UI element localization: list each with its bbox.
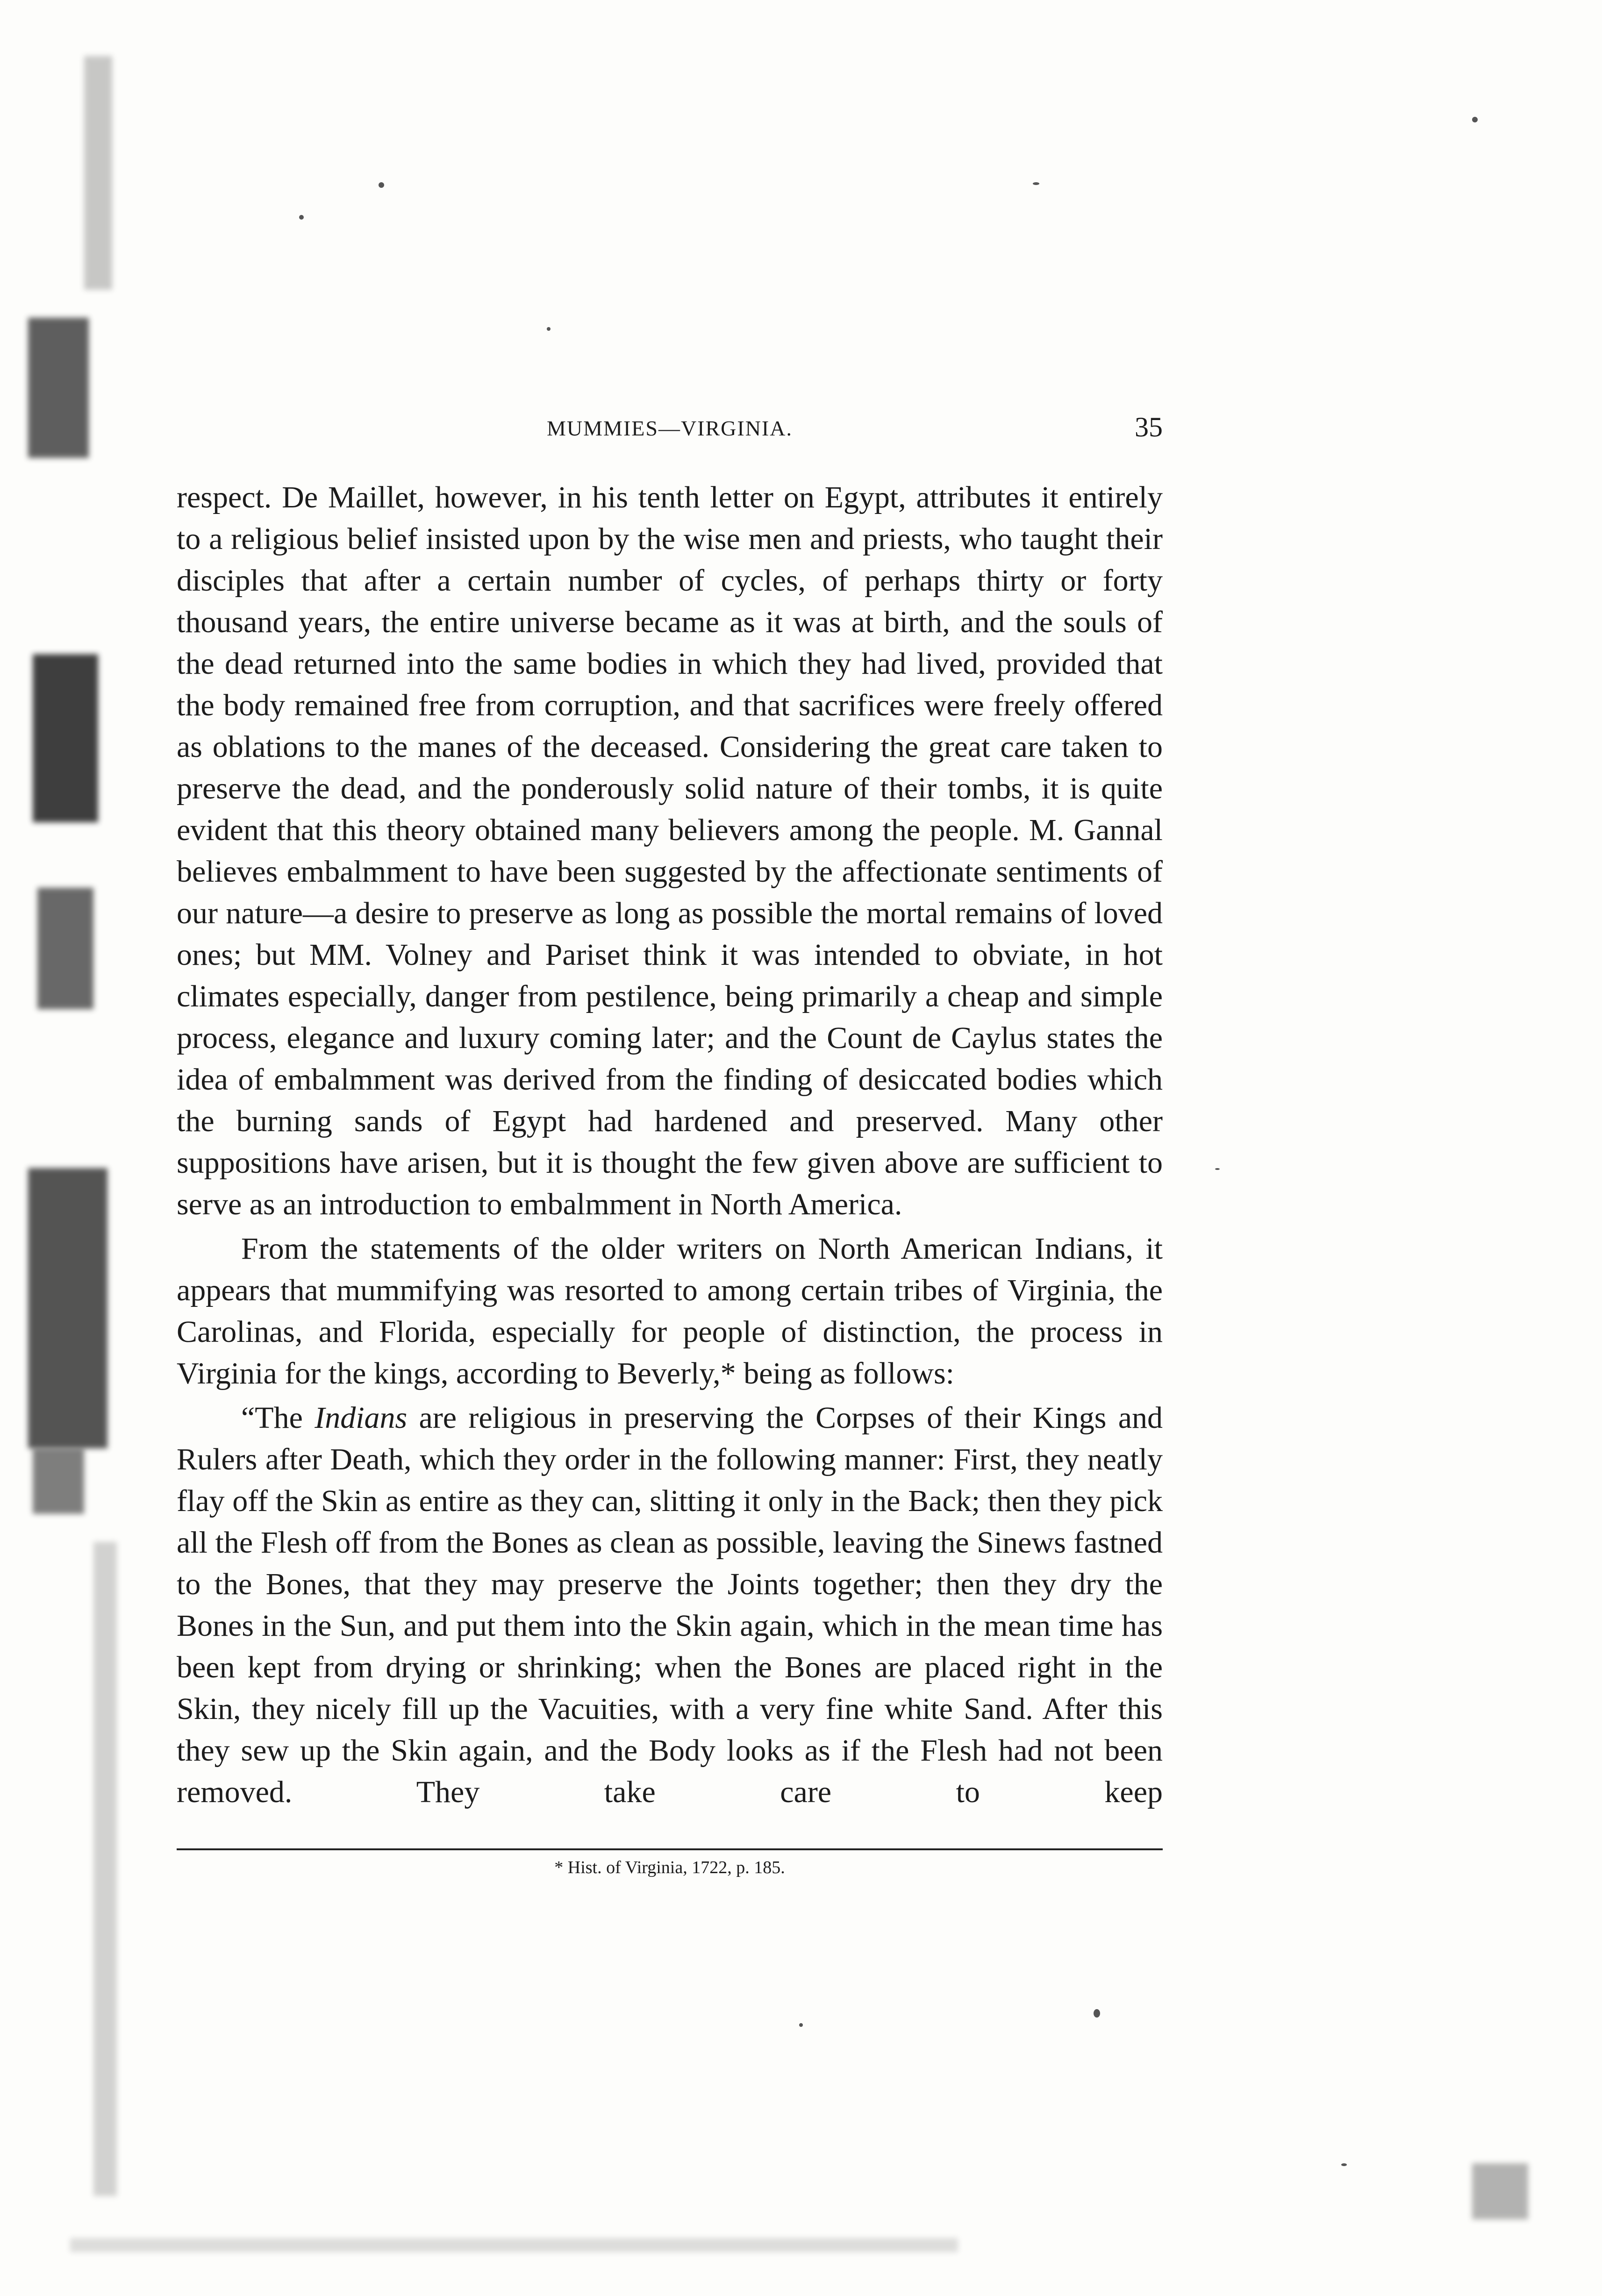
quote-text: are religious in preserving the Corpses of their Kings and Rulers after Death, which they order in the following manner: First, they neatly flay off the Skin as entire as they can, slitting it only in the Back; then they pick all the Flesh off from the Bones as clean as possible, leaving the Sinews fastned to the Bones, that they may preserve the Joints together; then they dry the Bones in the Sun, and put them into the Skin again, which in the mean time has been kept from drying or shrinking; when the Bones are placed right in the Skin, they nicely fill up the Vacuities, with a very fine white Sand. After this they sew up the Skin again, and the Body looks as if the Flesh had not been removed. They take care to keep bbox=[177, 1401, 1163, 1809]
page-header bbox=[177, 411, 1163, 449]
scan-speck bbox=[1094, 2009, 1100, 2018]
body-text bbox=[177, 477, 1163, 1813]
scan-speck bbox=[547, 327, 551, 331]
running-head: MUMMIES—VIRGINIA. bbox=[547, 416, 793, 440]
scan-speck bbox=[299, 215, 304, 220]
paragraph: respect. De Maillet, however, in his tenth letter on Egypt, attributes it entirely to a religious belief insisted upon by the wise men and priests, who taught their disciples that after a certain number of cycles, of perhaps thirty or forty thousand years, the entire universe became as it was at birth, and the souls of the dead returned into the same bodies in which they had lived, provided that the body remained free from corruption, and that sacrifices were freely offered as oblations to the manes of the deceased. Considering the great care taken to preserve the dead, and the ponderously solid nature of their tombs, it is quite evident that this theory obtained many believers among the people. M. Gannal believes embalmment to have been suggested by the affectionate sentiments of our nature—a desire to preserve as long as possible the mortal remains of loved ones; but MM. Volney and Pariset think it was intended to obviate, in hot climates especially, danger from pestilence, being primarily a cheap and simple process, elegance and luxury coming later; and the Count de Caylus states the idea of embalmment was derived from the finding of desiccated bodies which the burning sands of Egypt had hardened and preserved. Many other suppositions have arisen, but it is thought the few given above are sufficient to serve as an introduction to embalmment in North America. bbox=[177, 480, 1163, 1221]
scan-speck bbox=[1215, 1168, 1220, 1170]
scan-speck bbox=[1033, 182, 1039, 185]
binding-edge-shadow bbox=[0, 0, 140, 2296]
bottom-edge-shadow bbox=[0, 2229, 1602, 2296]
quote-italic-word: Indians bbox=[315, 1401, 408, 1435]
footnote: * Hist. of Virginia, 1722, p. 185. bbox=[554, 1858, 785, 1877]
scan-speck bbox=[799, 2023, 803, 2027]
scan-speck bbox=[379, 182, 384, 188]
footnote-rule bbox=[177, 1848, 1163, 1850]
scan-speck bbox=[1341, 2163, 1347, 2166]
page-number: 35 bbox=[1135, 412, 1163, 442]
quote-open: “The bbox=[241, 1401, 315, 1435]
paragraph: From the statements of the older writers on North American Indians, it appears that mummifying was resorted to among certain tribes of Virginia, the Carolinas, and Florida, especially for people of distinction, the process in Virginia for the kings, according to Beverly,* being as follows: bbox=[177, 1232, 1163, 1390]
quoted-passage bbox=[177, 1397, 1163, 1813]
scan-speck bbox=[1472, 117, 1478, 122]
